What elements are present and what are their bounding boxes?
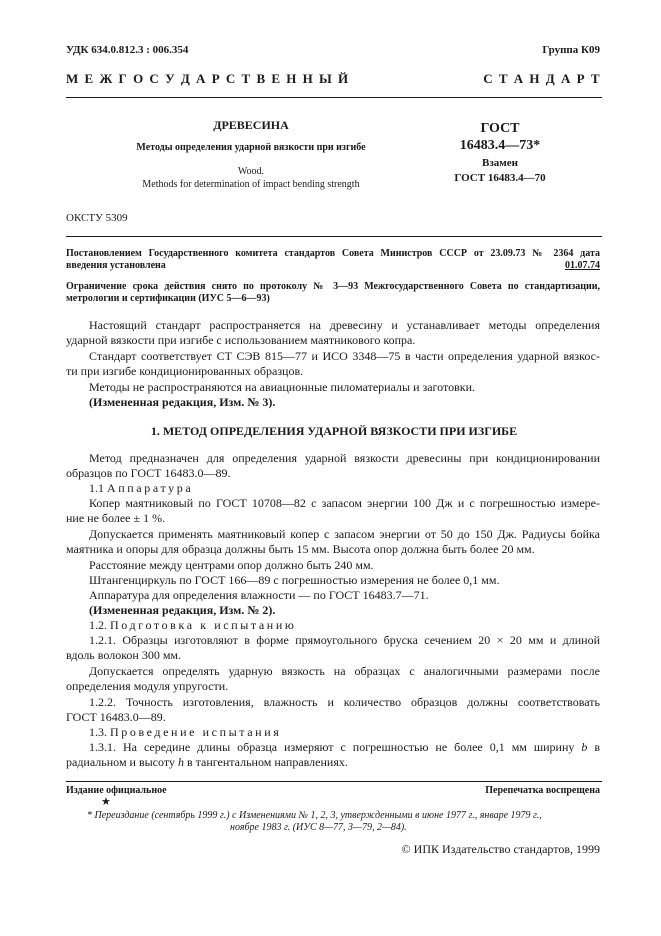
banner-interstate: М Е Ж Г О С У Д А Р С Т В Е Н Н Ы Й [66,71,350,86]
subsection-1-3 [89,725,281,739]
body-line: образцов по ГОСТ 16483.0—89. [66,466,231,480]
subsection-title: Подготовка к испытанию [110,618,297,632]
body-line: Штангенциркуль по ГОСТ 166—89 с погрешностью измерения не более 0,1 мм. [89,573,500,587]
body-line: определения модуля упругости. [66,679,229,693]
body-line: 1.2.1. Образцы изготовляют в форме прямоугольного бруска сечением 20 × 20 мм и длиной [89,633,600,647]
body-line: Метод предназначен для определения ударной вязкости древесины при кондиционировании [89,451,600,465]
body-line: маятника и опоры для образца должны быть 15 мм. Высота опор должна быть более 20 мм. [66,542,535,556]
body-line: Аппаратура для определения влажности — по ГОСТ 16483.7—71. [89,588,429,602]
body-line: 1.3.1. На середине длины образца измеряют с погрешностью не более 0,1 мм ширину b в [89,740,601,754]
doc-subtitle: Методы определения ударной вязкости при изгибе [136,142,366,153]
okstu-code: ОКСТУ 5309 [66,212,128,224]
reissue-note-cont: ноябре 1983 г. (ИУС 8—77, 3—79, 2—84). [230,822,407,833]
doc-title: ДРЕВЕСИНА [213,118,289,132]
reprint-label: Перепечатка воспрещена [485,785,600,796]
body-line: Допускается применять маятниковый копер с запасом энергии от 50 до 150 Дж. Радиусы бойка [89,527,600,541]
decree-date: 01.07.74 [565,260,600,271]
copyright: © ИПК Издательство стандартов, 1999 [401,842,600,856]
star-icon: ★ [101,796,111,808]
body-line: Допускается определять ударную вязкость на образцах с аналогичными размерами после [89,664,600,678]
decree-line-1: Постановлением Государственного комитета стандартов Совета Министров СССР от 23.09.73 № 2364 дата [66,248,600,259]
group-code: Группа К09 [542,44,600,56]
body-amendment: (Измененная редакция, Изм. № 2). [89,603,276,617]
intro-line: ударной вязкости при изгибе с использованием маятникового копра. [66,333,416,347]
intro-line: ти при изгибе кондиционированных образцов. [66,364,304,378]
intro-line: Настоящий стандарт распространяется на древесину и устанавливает методы определения [89,318,600,332]
body-line: 1.2.2. Точность изготовления, влажность и количество образцов должны соответствовать [89,695,600,709]
intro-line: Методы не распространяются на авиационные пиломатериалы и заготовки. [89,380,476,394]
subsection-title: Проведение испытания [110,725,282,739]
gost-number: 16483.4—73* [459,138,541,153]
okstu-divider [66,236,602,237]
body-line: ние не более ± 1 %. [66,511,166,525]
reissue-note: * Переиздание (сентябрь 1999 г.) с Изменениями № 1, 2, 3, утвержденными в июне 1977 г., январе 1979 г., [87,810,542,821]
banner-standard: С Т А Н Д А Р Т [483,71,601,86]
footer-divider [66,781,602,782]
subsection-number: 1.3. [89,725,107,739]
restriction-line-2: метрологии и сертификации (ИУС 5—6—93) [66,293,270,304]
body-line: ГОСТ 16483.0—89. [66,710,166,724]
body-line: Копер маятниковый по ГОСТ 10708—82 с запасом энергии 100 Дж и с погрешностью измере- [89,496,600,510]
subsection-title: Аппаратура [107,481,194,495]
body-line: вдоль волокон 300 мм. [66,648,182,662]
edition-label: Издание официальное [66,785,167,796]
body-line: Расстояние между центрами опор должно быть 240 мм. [89,558,374,572]
replaced-gost: ГОСТ 16483.4—70 [454,172,546,184]
gost-label: ГОСТ [480,121,520,136]
subsection-1-1 [89,481,193,495]
header-divider [66,97,602,98]
subsection-number: 1.2. [89,618,107,632]
replaces-label: Взамен [482,157,518,169]
udk-code: УДК 634.0.812.3 : 006.354 [66,44,189,56]
doc-title-en: Wood. [237,166,265,177]
subsection-number: 1.1 [89,481,104,495]
restriction-line-1: Ограничение срока действия снято по протоколу № 3—93 Межгосударственного Совета по стандартизации, [66,281,600,292]
intro-line: Стандарт соответствует СТ СЭВ 815—77 и ИСО 3348—75 в части определения ударной вязкос- [89,349,600,363]
subsection-1-2 [89,618,296,632]
doc-subtitle-en: Methods for determination of impact bending strength [142,179,360,190]
section-1-title: 1. МЕТОД ОПРЕДЕЛЕНИЯ УДАРНОЙ ВЯЗКОСТИ ПРИ ИЗГИБЕ [150,424,518,438]
intro-amendment: (Измененная редакция, Изм. № 3). [89,395,276,409]
decree-line-2: введения установлена [66,260,166,271]
body-line: радиальном и высоту h в тангентальном направлениях. [66,755,348,769]
